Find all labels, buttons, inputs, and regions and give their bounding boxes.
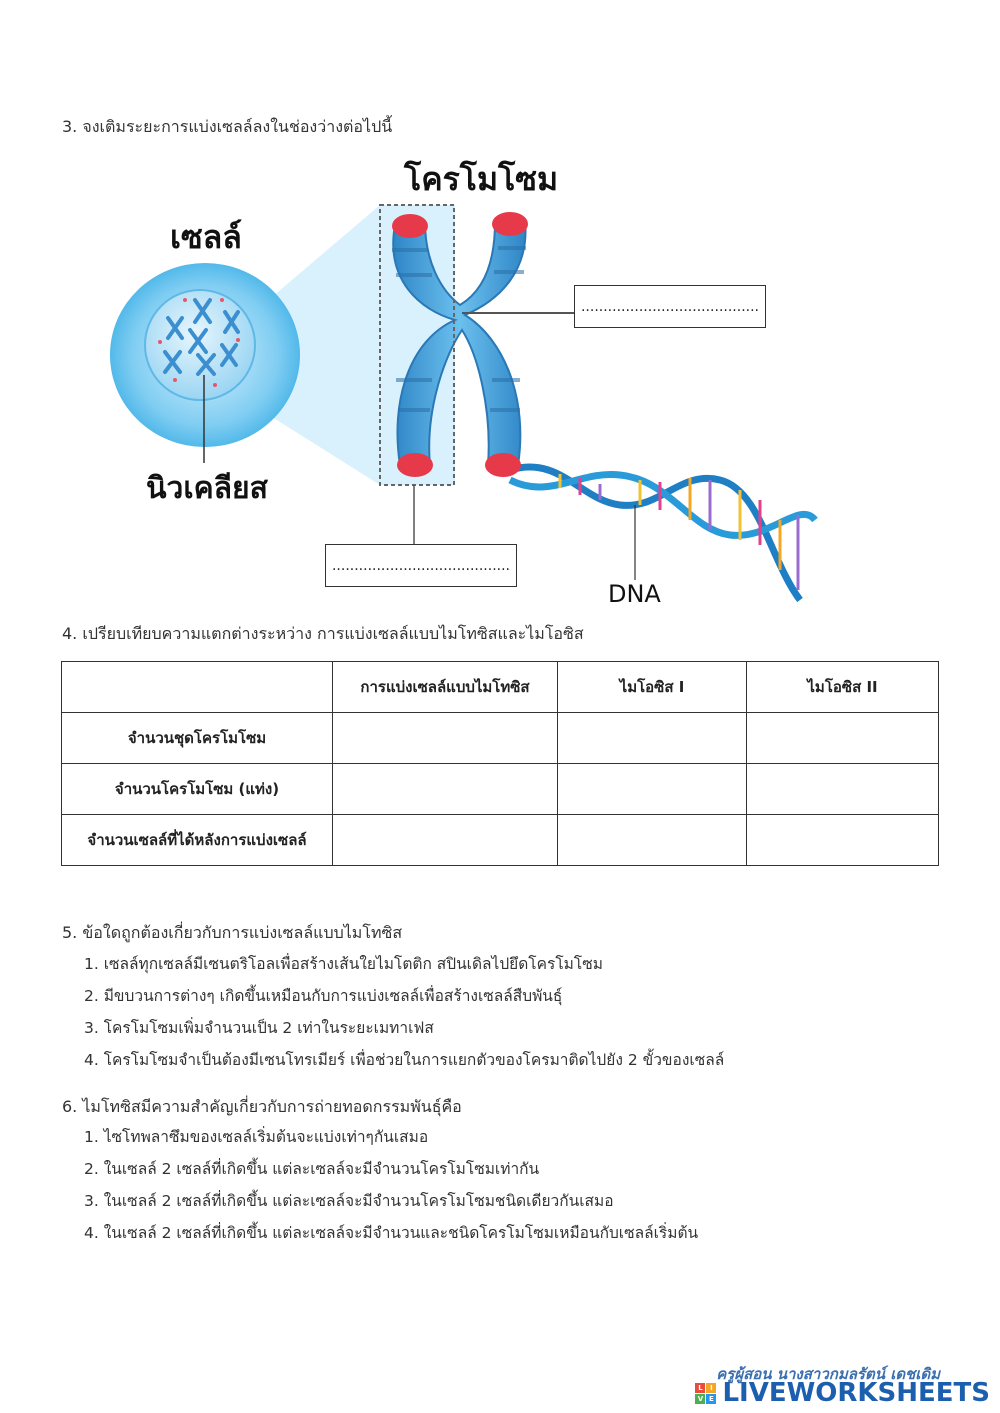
tip-top-left bbox=[392, 214, 428, 238]
answer-cell[interactable] bbox=[333, 713, 558, 764]
option-item[interactable]: 4. ในเซลล์ 2 เซลล์ที่เกิดขึ้น แต่ละเซลล์จะมีจำนวนและชนิดโครโมโซมเหมือนกับเซลล์เริ่มต้น bbox=[84, 1224, 699, 1242]
answer-cell[interactable] bbox=[747, 815, 939, 866]
row-label-chromosome-count: จำนวนโครโมโซม (แท่ง) bbox=[62, 764, 333, 815]
tip-top-right bbox=[492, 212, 528, 236]
logo-letter: E bbox=[706, 1394, 716, 1404]
table-header-mitosis: การแบ่งเซลล์แบบไมโทซิส bbox=[333, 662, 558, 713]
question-6-options bbox=[84, 1121, 698, 1249]
answer-cell[interactable] bbox=[333, 764, 558, 815]
logo-letter: L bbox=[695, 1383, 705, 1393]
option-item[interactable]: 1. เซลล์ทุกเซลล์มีเซนตริโอลเพื่อสร้างเส้นใยไมโตติก สปินเดิลไปยึดโครโมโซม bbox=[84, 955, 603, 973]
liveworksheets-logo[interactable] bbox=[695, 1378, 990, 1408]
table-row bbox=[62, 815, 939, 866]
row-label-cell-count: จำนวนเซลล์ที่ได้หลังการแบ่งเซลล์ bbox=[62, 815, 333, 866]
dna-label: DNA bbox=[608, 580, 661, 608]
author-credit: ครูผู้สอน นางสาวกมลรัตน์ เดชเดิม bbox=[716, 1365, 940, 1383]
table-header-meiosis-1: ไมโอซิส I bbox=[558, 662, 747, 713]
answer-cell[interactable] bbox=[558, 815, 747, 866]
dna-helix bbox=[510, 467, 815, 600]
table-row bbox=[62, 713, 939, 764]
answer-cell[interactable] bbox=[333, 815, 558, 866]
question-6-heading: 6. ไมโทซิสมีความสำคัญเกี่ยวกับการถ่ายทอดกรรมพันธุ์คือ bbox=[62, 1097, 462, 1116]
logo-letter: I bbox=[706, 1383, 716, 1393]
nucleus-label: นิวเคลียส bbox=[146, 471, 268, 506]
logo-mark-icon bbox=[695, 1383, 716, 1404]
tip-bottom-right bbox=[485, 453, 521, 477]
option-item[interactable]: 2. มีขบวนการต่างๆ เกิดขึ้นเหมือนกับการแบ่งเซลล์เพื่อสร้างเซลล์สืบพันธุ์ bbox=[84, 987, 563, 1005]
answer-cell[interactable] bbox=[747, 713, 939, 764]
answer-cell[interactable] bbox=[558, 713, 747, 764]
table-row bbox=[62, 764, 939, 815]
chromatid-blank-box[interactable]: ........................................ bbox=[325, 544, 517, 587]
question-3-heading: 3. จงเติมระยะการแบ่งเซลล์ลงในช่องว่างต่อไปนี้ bbox=[62, 117, 393, 136]
table-header-empty bbox=[62, 662, 333, 713]
answer-cell[interactable] bbox=[558, 764, 747, 815]
option-item[interactable]: 3. โครโมโซมเพิ่มจำนวนเป็น 2 เท่าในระยะเมทาเฟส bbox=[84, 1019, 434, 1037]
centromere-blank-box[interactable]: ........................................ bbox=[574, 285, 766, 328]
option-item[interactable]: 2. ในเซลล์ 2 เซลล์ที่เกิดขึ้น แต่ละเซลล์จะมีจำนวนโครโมโซมเท่ากัน bbox=[84, 1160, 540, 1178]
chromosome-label: โครโมโซม bbox=[404, 160, 559, 198]
comparison-table bbox=[61, 661, 939, 866]
question-5-options bbox=[84, 948, 724, 1076]
cell-chromosome-diagram bbox=[0, 140, 1000, 620]
logo-text: LIVEWORKSHEETS bbox=[722, 1378, 990, 1408]
question-4-heading: 4. เปรียบเทียบความแตกต่างระหว่าง การแบ่งเซลล์แบบไมโทซิสและไมโอซิส bbox=[62, 624, 584, 643]
answer-cell[interactable] bbox=[747, 764, 939, 815]
question-5-heading: 5. ข้อใดถูกต้องเกี่ยวกับการแบ่งเซลล์แบบไมโทซิส bbox=[62, 923, 403, 942]
tip-bottom-left bbox=[397, 453, 433, 477]
option-item[interactable]: 3. ในเซลล์ 2 เซลล์ที่เกิดขึ้น แต่ละเซลล์จะมีจำนวนโครโมโซมชนิดเดียวกันเสมอ bbox=[84, 1192, 614, 1210]
table-header-meiosis-2: ไมโอซิส II bbox=[747, 662, 939, 713]
cell-label: เซลล์ bbox=[170, 218, 242, 256]
option-item[interactable]: 4. โครโมโซมจำเป็นต้องมีเซนโทรเมียร์ เพื่อช่วยในการแยกตัวของโครมาติดไปยัง 2 ขั้วของเซลล์ bbox=[84, 1051, 725, 1069]
option-item[interactable]: 1. ไซโทพลาซึมของเซลล์เริ่มต้นจะแบ่งเท่าๆกันเสมอ bbox=[84, 1128, 429, 1146]
logo-letter: V bbox=[695, 1394, 705, 1404]
table-header-row bbox=[62, 662, 939, 713]
row-label-chromosome-sets: จำนวนชุดโครโมโซม bbox=[62, 713, 333, 764]
